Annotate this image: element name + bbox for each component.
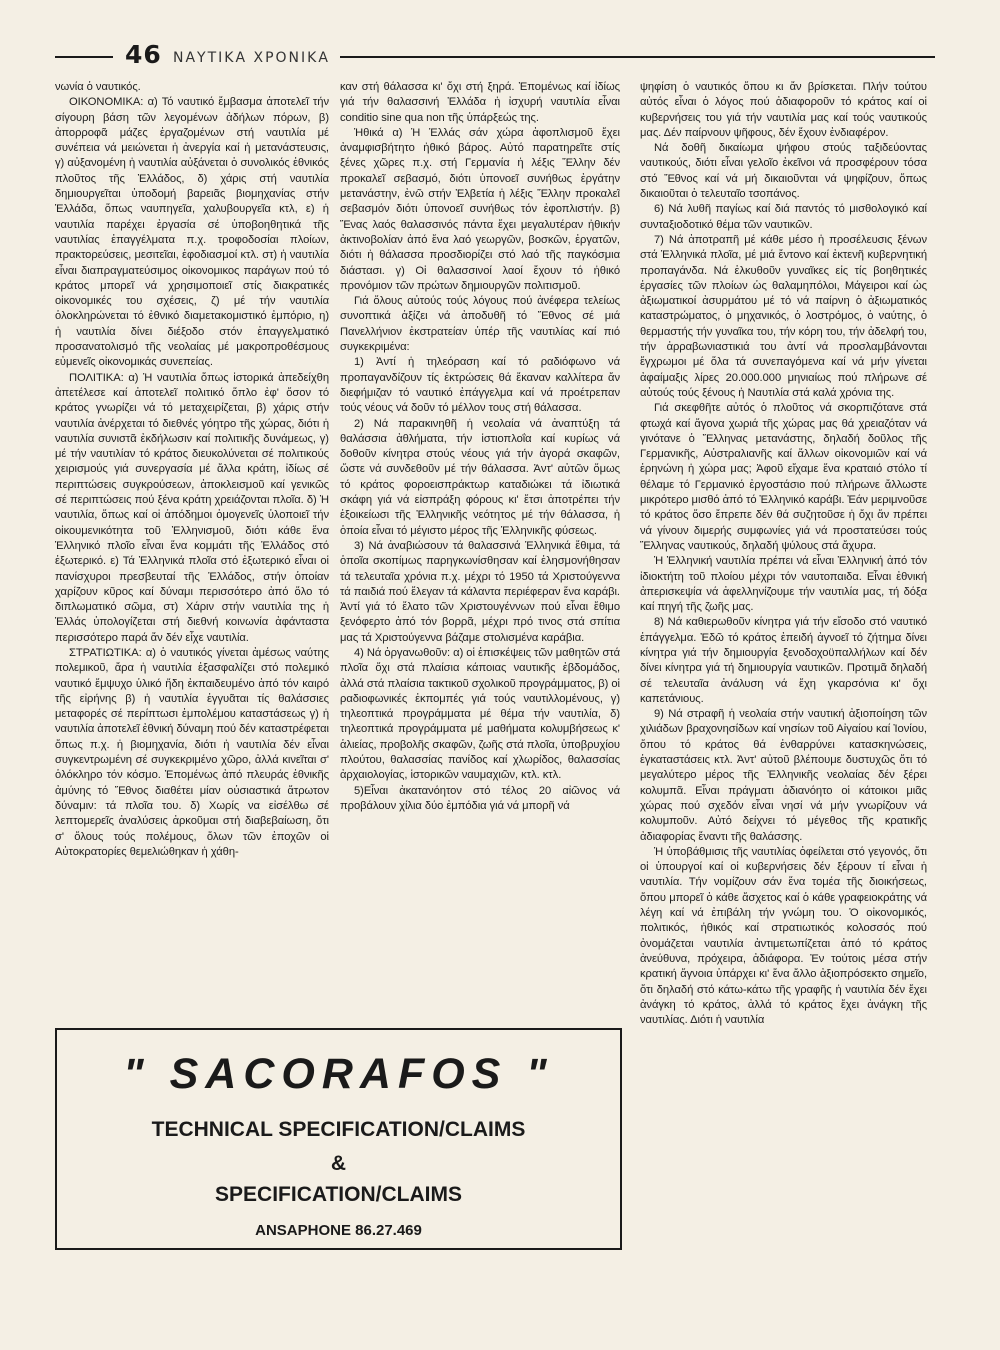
list-item: 8) Νά καθιερωθοῦν κίνητρα γιά τήν εἴσοδο στό ναυτικό ἐπάγγελμα. Ἐδῶ τό κράτος ἐπειδή ἀγνοεῖ τό ζήτημα δίνει κίνητρα γιά τήν δημιουργία ξενοδοχοϋπαλλήλων καί δέν δίνει κίνητρα γιά τή δημιουργία ναυτικῶν. Προτιμᾶ δηλαδή σέ τελευταῖα ἀνάλυση νά ἔχη γκαρσόνια κι' ὄχι καπετάνιους. xyxy=(640,616,927,705)
paragraph-political: ΠΟΛΙΤΙΚΑ: α) Ἡ ναυτιλία ὅπως ἱστορικά ἀπεδείχθη ἀπετέλεσε καί ἀποτελεῖ πολιτικό ὅπλο ἐφ' ὅσον τό κράτος γνωρίζει νά τό μεταχειρίζεται, β) χάρις στήν ναυτιλία ἀνέρχεται τό διεθνές γόητρο τῆς χώρας, διότι ἡ ναυτιλία συνιστᾶ ἐκδήλωσιν καί πολιτικῆς δυνάμεως, γ) μέ τήν ναυτιλίαν τό κράτος διευκολύνεται σέ πολιτικούς χειρισμούς γιά συνεργασία μέ ἄλλα κράτη, ἰδίως σέ περιπτώσεις συγκρούσεων, ἀποκλεισμοῦ καί γενικῶς σέ περιπτώσεις πού ξένα κράτη χρειάζονται πλοῖα. δ) Ἡ ναυτιλία, ὅπως καί οἱ ἀπόδημοι ὁμογενεῖς ὑλοποιεῖ τήν οἰκουμενικότητα τοῦ Ἑλληνισμοῦ, διότι κάθε ἕνα Ἑλληνικό πλοῖο εἶναι ἕνα κομμάτι τῆς Ἑλλάδος στό ἐξωτερικό. ε) Τά Ἑλληνικά πλοῖα στό ἐξωτερικό εἶναι οἱ πανίσχυροι πρεσβευταί τῆς Ἑλλάδος, στήν ὁποίαν χαρίζουν κῦρος καί δύναμι περισσότερο ἀπό ὅλο τό διπλωματικό σῶμα, στ) Χάριν στήν ναυτιλία της ἡ Ἑλλάς ὑπολογίζεται στή διεθνή κοινωνία ἀφάνταστα περισσότερο παρά ἄν δέν εἶχε ναυτιλία. xyxy=(55,371,329,644)
paragraph: νωνία ὁ ναυτικός. xyxy=(55,81,141,93)
paragraph: Γιά ὅλους αὐτούς τούς λόγους πού ἀνέφερα τελείως συνοπτικά ἀξίζει νά ἀποδυθῆ τό Ἔθνος σέ μιά Πανελλήνιον ἐκστρατείαν ὑπέρ τῆς ναυτιλίας καί πιό συγκεκριμένα: xyxy=(340,295,620,354)
paragraph: Νά δοθῆ δικαίωμα ψήφου στούς ταξιδεύοντας ναυτικούς, διότι εἶναι γελοῖο ἐκεῖνοι νά προσφέρουν τόσα στό Ἔθνος καί νά μή δικαιοῦνται νά ψηφίζουν, ὅπως δικαιοῦται ὁ τελευταῖο τσοπάνος. xyxy=(640,142,927,201)
paragraph: Γιά σκεφθῆτε αὐτός ὁ πλοῦτος νά σκορπιζότανε στά φτωχά καί ἄγονα χωριά τῆς χώρας μας θά χρειαζόταν νά γινότανε ὁ Ἕλληνας μετανάστης, δηλαδή δοῦλος τῆς Γερμανικῆς, Αὐστραλιανῆς καί ἄλλων οἰκονομιῶν καί νά ἐρηνώνη ἡ χώρα μας; Ἀφοῦ εἴχαμε ἕνα κραταιό στόλο τί θέλαμε τό Γερμανικό ἐργοστάσιο πού πλήρωνε ἄλλωστε μικρότερο μισθό ἀπό τό Ἑλληνικό καράβι. Ἐάν μεριμνοῦσε τό κράτος ὅσο ἔπρεπε δέν θά συζητοῦσε ἡ ὄχι ἄν πρέπει νά γίνουν διμερής συμφωνίες γιά νά προστατεύσει τούς Ἕλληνας ναυτικούς, δηλαδή ψύλους στά ἄχυρα. xyxy=(640,402,927,552)
header-rule-right xyxy=(340,56,935,58)
magazine-title: ΝΑΥΤΙΚΑ ΧΡΟΝΙΚΑ xyxy=(173,50,330,66)
list-item: 5)Εἶναι ἀκατανόητον στό τέλος 20 αἰῶνος νά προβάλουν χίλια δύο ἐμπόδια γιά νά μπορῆ νά xyxy=(340,784,620,812)
ad-brand-name: " SACORAFOS " xyxy=(123,1050,554,1098)
list-item: 7) Νά ἀποτραπῆ μέ κάθε μέσο ἡ προσέλευσις ξένων στά Ἑλληνικά πλοῖα, μέ μιά ἔντονο καί ἐκτενῆ κυβερνητική προπαγάνδα. Νά ἑλκυθοῦν γυναῖκες εἰς τίς βοηθητικές ἐργασίες τῶν πλοίων ὡς θαλαμηπόλοι, Μάγειροι καί ὡς ἀξιωματικοί ἀσυρμάτου μέ τό νά παίρνη ὁ ἀξιωματικός καταστρώματος, ὁ μηχανικός, ὁ λοστρόμος, ὁ ναύτης, ὁ θερμαστής τήν γυναῖκα του, τήν κόρη του, τήν ἀδελφή του, τήν ἀρραβωνιαστικιά του ἀντί νά προσλαμβάνονται ἔγχρωμοι μέ ὅλα τά συνεπαγόμενα καί νά μήν γίνεται ἀφαίμαξις λίρες 20.000.000 μηνιαίως πού πλήρωνε σέ αὐτούς τούς ξένους ἡ Ναυτιλία στά καλά χρόνια της. xyxy=(640,233,927,399)
paragraph: Ἡ ὑποβάθμισις τῆς ναυτιλίας ὀφείλεται στό γεγονός, ὅτι οἱ ὑπουργοί καί οἱ κυβερνήσεις δέν ξέρουν τί εἶναι ἡ ναυτιλία. Τήν νομίζουν σάν ἕνα τομέα τῆς διοικήσεως, ὅπου μπορεῖ ὁ κάθε ἄσχετος καί ὁ κάθε γραφειοκράτης νά λέγη καί νά ἐπιβάλη τήν γνώμη του. Ὁ οἰκονομικός, πολιτικός, ἠθικός καί στρατιωτικός κολοσσός πού ὀνομάζεται ναυτιλία ἀντιμετωπίζεται ἀπό τό κράτος ἀνεύθυνα, πρόχειρα, ἀδιάφορα. Ἐν τούτοις μέσα στήν κρατική ἄγνοια ὑπάρχει κι' ἕνα ἄλλο ἀξιοπρόσεκτο σημεῖο, ὅτι δηλαδή στό κάτω-κάτω τῆς γραφῆς ἡ ναυτιλία δέν ἔχει ἀνάγκη τό κράτος, ἀλλά τό κράτος ἔχει ἀνάγκη τῆς ναυτιλίας. Διότι ἡ ναυτιλία xyxy=(640,845,927,1027)
ad-ampersand: & xyxy=(330,1152,347,1175)
paragraph-military: ΣΤΡΑΤΙΩΤΙΚΑ: α) ὁ ναυτικός γίνεται ἀμέσως ναύτης πολεμικοῦ, ἄρα ἡ ναυτιλία ἐξασφαλίζει στό πολεμικό ναυτικό ἔμψυχο ὑλικό ἤδη ἐκπαιδευμένο ἀπό τόν καιρό τῆς εἰρήνης β) ἡ ναυτιλία ἐγγυᾶται τίς θαλάσσιες μεταφορές σέ περίπτωσι ἐμπολέμου καταστάσεως γ) ἡ ναυτιλία ἀποτελεῖ ἐθνική δύναμη πού δέν καταστρέφεται ὅπως π.χ. ἡ βιομηχανία, διότι ἡ ναυτιλία δέν εἶναι συγκεντρωμένη σέ συγκεκριμένο χῶρο, ἀλλά κινεῖται σ' ὁλόκληρο τόν κόσμο. Ἐπομένως ἀπό πλευράς ἐθνικῆς ἀμύνης τό Ἔθνος διαθέτει μίαν οὐσιαστικά ἄτρωτον δύναμιν: τά πλοῖα του. δ) Χωρίς να εἰσέλθω σέ λεπτομερεῖς ἀναλύσεις ἀρκοῦμαι στή διαβεβαίωση, ὅτι σ' ὅλους τούς πολέμους, ὅλων τῶν ἐποχῶν οἱ Αὐτοκρατορίες θεμελιώθηκαν ἡ χάθη- xyxy=(55,646,329,858)
paragraph-ethical: Ἠθικά α) Ἡ Ἑλλάς σάν χώρα ἀφοπλισμοῦ ἔχει ἀναμφισβήτητο ἠθικό βάρος. Αὐτό παρατηρεῖτε στίς ξένες χῶρες π.χ. στή Γερμανία ἡ λέξις Ἕλλην δέν προκαλεῖ σεβασμό, διότι ὑπονοεῖ συνήθως ἐργάτην μετανάστην, ἐνῶ στήν Ἑλβετία ἡ λέξις Ἕλλην προκαλεῖ σεβασμόν διότι ὑπονοεῖ συνήθως τόν ἐφοπλιστήν. β) Ἕνας λαός θαλασσινός πάντα ἔχει μεγαλυτέραν ἠθικήν ἀκτινοβολίαν ἀπό ἕνα λαό γεωργῶν, βοσκῶν, ἐργατῶν, διότι ἡ θάλασσα προσδιορίζει στό λαό τῆς παγκόσμια διάστασι. γ) Οἱ θαλασσινοί λαοί ἔχουν τό ἠθικό προνόμιον τῶν πρώτων δημιουργῶν πολιτισμοῦ. xyxy=(340,126,620,292)
paragraph: καν στή θάλασσα κι' ὄχι στή ξηρά. Ἐπομένως καί ἰδίως γιά τήν θαλασσινή Ἑλλάδα ἡ ἰσχυρή ναυτιλία εἶναι conditio sine qua non τῆς ὑπάρξεώς της. xyxy=(340,81,620,124)
paragraph: Ἡ Ἑλληνική ναυτιλία πρέπει νά εἶναι Ἑλληνική ἀπό τόν ἰδιοκτήτη τοῦ πλοίου μέχρι τόν ναυτοπαιδα. Εἶναι ἐθνική ἀπερισκεψία νά ἀφελληνίζουμε τήν ναυτιλία μας, τή δόξα καί πηγή τῆς ζωῆς μας. xyxy=(640,555,927,614)
list-item: 2) Νά παρακινηθῆ ἡ νεολαία νά ἀναπτύξη τά θαλάσσια ἀθλήματα, τήν ἱστιοπλοΐα καί κυρίως νά δοθοῦν κίνητρα στούς νέους γιά τήν ἀγορά σκαφῶν, ὥστε νά συνδεθοῦν μέ τήν θάλασσα. Ἀντ' αὐτῶν ὅμως τό κράτος φοροεισπράκτωρ καταδιώκει τά ἰδιωτικά σκάφη γιά νά εἰσπράξη φόρους κι' ἔτσι ἀποτρέπει τήν ἐξοικείωσι τῆς Ἑλληνικῆς νεότητος μέ τήν θάλασσα, ἡ ὁποία εἶναι τό μέγιστο μέρος τῆς Ἑλληνικῆς φύσεως. xyxy=(340,417,620,537)
list-item: 3) Νά ἀναβιώσουν τά θαλασσινά Ἑλληνικά ἔθιμα, τά ὁποῖα σκοπίμως παρηγκωνίσθησαν καί ἐλησμονήθησαν τά τελευταῖα χρόνια π.χ. μέχρι τό 1950 τά Χριστούγεννα τά παιδιά πού ἔλεγαν τά κάλαντα περιέφεραν ἕνα καράβι. Ἀντί γιά τό ἔλατο τῶν Χριστουγέννων πού εἶναι ἔθιμο ξενόφερτο ἀπό τόν βορρᾶ, μέχρι πρό τινος στά σπίτια μας τά Χριστούγεννα βάζαμε στολισμένα καράβια. xyxy=(340,539,620,644)
header-rule-left xyxy=(55,56,113,58)
ad-phone: ANSAPHONE 86.27.469 xyxy=(255,1222,422,1239)
ad-line-technical-specification: TECHNICAL SPECIFICATION/CLAIMS xyxy=(151,1118,526,1141)
list-item: 6) Νά λυθῆ παγίως καί διά παντός τό μισθολογικό καί συνταξιοδοτικό θέμα τῶν ναυτικῶν. xyxy=(640,203,927,231)
advertisement-box xyxy=(55,1028,622,1250)
list-item: 9) Νά στραφῆ ἡ νεολαία στήν ναυτική ἀξιοποίηση τῶν χιλιάδων βραχονησίδων καί νησίων τοῦ Αἰγαίου καί Ἰονίου, ὅπου τό κράτος θά ἐνθαρρύνει κατασκηνώσεις, ἐγκαταστάσεις κτλ. Ἀντ' αὐτοῦ βλέπουμε δυστυχῶς ὅτι τό μεγαλύτερο μέρος τῆς Ἑλληνικῆς νεολαίας δέν ξέρει κολυμπᾶ. Εἶναι πράγματι ἀδιανόητο οἱ κάτοικοι μιᾶς χώρας πού σχεδόν εἶναι νησί νά μήν γνωρίζουν νά κολυμποῦν. Αὐτό δείχνει τό μέγεθος τῆς κρατικῆς ἀδιαφορίας ἔναντι τῆς θαλάσσης. xyxy=(640,708,927,843)
list-item: 4) Νά ὀργανωθοῦν: α) οἱ ἐπισκέψεις τῶν μαθητῶν στά πλοῖα ὄχι στά πλαίσια κάποιας ναυτικῆς ἑβδομάδος, ἀλλά στά πλαίσια τακτικοῦ σχολικοῦ προγράμματος, β) οἱ ραδιοφωνικές ἐκπομπές γιά τούς ναυτιλλομένους, γ) τηλεοπτικά προγράμματα μέ θέμα τήν ναυτιλία, δ) τηλεοπτικά προγράμματα μέ μαθήματα κολυμβήσεως κ' ἁλιείας, προβολῆς σκαφῶν, ζωῆς στά πλοῖα, ὑποβρυχίου πλούτου, θαλασσίας πανίδος καί χλωρίδος, θαλασσίας ἀρχαιολογίας, ἱστορικῶν ναυμαχιῶν, κτλ. κτλ. xyxy=(340,646,620,782)
article-column-3 xyxy=(640,80,927,1345)
page-number: 46 xyxy=(125,40,162,69)
ad-line-specification: SPECIFICATION/CLAIMS xyxy=(215,1183,462,1206)
article-column-2 xyxy=(340,80,620,1020)
article-column-1 xyxy=(55,80,329,1012)
list-item: 1) Ἀντί ἡ τηλεόραση καί τό ραδιόφωνο νά προπαγανδίζουν τίς ἐκτρώσεις θά ἔκαναν καλλίτερα ἄν διεφήμιζαν τό ναυτικό ἐπάγγελμα καί νά προέτρεπαν τούς νέους νά δοῦν τό μέλλον τους στή θάλασσα. xyxy=(340,356,620,415)
paragraph: ψηφίση ὁ ναυτικός ὅπου κι ἄν βρίσκεται. Πλήν τούτου αὐτός εἶναι ὁ λόγος πού ἀδιαφοροῦν τό κράτος καί οἱ κυβερνήσεις του γιά τήν ναυτιλία μας καί τούς ναυτικούς μας. Δέν παίρνουν ψῆφους, δέν ἔχουν ἐνδιαφέρον. xyxy=(640,81,927,139)
paragraph-economic: ΟΙΚΟΝΟΜΙΚΑ: α) Τό ναυτικό ἔμβασμα ἀποτελεῖ τήν σίγουρη βάση τῶν λεγομένων ἀδήλων πόρων, β) ἀπορροφᾶ μάζες ἐργαζομένων στή ναυτιλία μέ συνέπεια νά μειώνεται ἡ ἀνεργία καί ἡ μετανάστευσις, γ) αὐξανομένη ἡ ναυτιλία αὐξάνεται ὁ συνολικός ἐθνικός πλοῦτος τῆς Ἑλλάδος, δ) χάρις στή ναυτιλία δημιουργεῖται ὑποδομή βαρειᾶς βιομηχανίας στήν Ἑλλάδα, ὅπως ναυπηγεῖα, χαλυβουργεῖα κτλ, ε) ἡ ναυτιλία παρέχει ἐργασία σέ ὑποβοηθητικά τῆς ναυτιλίας ἐπαγγέλματα π.χ. τροφοδοσίαι πλοίων, πρακτορεύσεις, μεσιτεῖαι, ἐφοδιασμοί κτλ. στ) ἡ ναυτιλία εἶναι διαπραγματεύσιμος οἰκονομικος παράγων πού τό κράτος μπορεῖ νά χρησιμοποιεῖ στίς διακρατικές οἰκονομικές του σχέσεις, ζ) μέ τήν ναυτιλία ὁλοκληρώνεται τό ἐθνικό διαμετακομιστικό ἐμπόριο, η) ἡ ναυτιλία δίνει διέξοδο στόν ἐπαγγελματικό προσανατολισμό τῆς νεολαίας μέ μακροπροθέσμους εὐμενεῖς οἰκονομικάς συνεπείας. xyxy=(55,96,329,369)
page-header xyxy=(55,42,935,72)
